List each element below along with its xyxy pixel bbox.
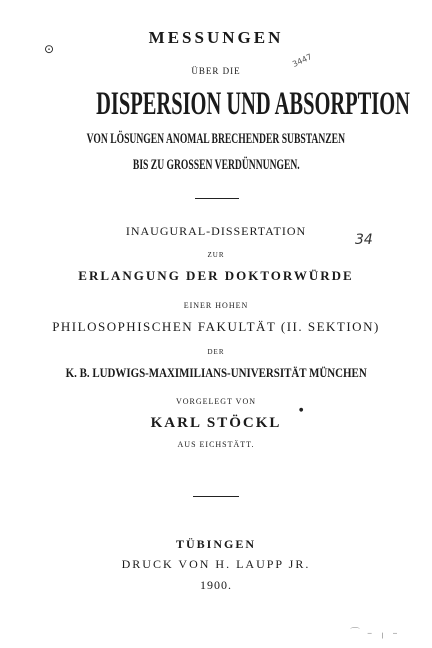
pencil-dot: ● xyxy=(299,407,304,413)
imprint-year: 1900. xyxy=(200,578,232,592)
zur-line: ZUR xyxy=(207,251,225,259)
author-name: KARL STÖCKL xyxy=(150,415,282,431)
handwritten-shelf-number: 3447 xyxy=(291,52,314,69)
divider-rule-bottom xyxy=(193,496,239,497)
imprint-city: TÜBINGEN xyxy=(175,537,256,551)
subtitle-line-1: VON LÖSUNGEN ANOMAL BRECHENDER SUBSTANZEN xyxy=(86,131,346,147)
title-line-messungen: MESSUNGEN xyxy=(148,28,284,47)
subtitle-line-2: BIS ZU GROSSEN VERDÜNNUNGEN. xyxy=(132,157,300,173)
main-title: DISPERSION UND ABSORPTION xyxy=(96,86,410,122)
university-line: K. B. LUDWIGS-MAXIMILIANS-UNIVERSITÄT MÜNCHEN xyxy=(65,365,367,380)
title-line-ueber-die: ÜBER DIE xyxy=(191,66,241,76)
der-line: DER xyxy=(207,348,225,356)
einer-hohen-line: EINER HOHEN xyxy=(183,301,249,310)
author-origin: AUS EICHSTÄTT. xyxy=(177,440,255,449)
erlangung-line: ERLANGUNG DER DOKTORWÜRDE xyxy=(78,268,354,283)
vorgelegt-von-line: VORGELEGT VON xyxy=(175,397,257,406)
divider-rule-top xyxy=(195,198,239,199)
handwritten-side-number: 34 xyxy=(355,232,373,248)
fakultaet-line: PHILOSOPHISCHEN FAKULTÄT (II. SEKTION) xyxy=(52,319,380,334)
dissertation-line: INAUGURAL-DISSERTATION xyxy=(125,224,307,238)
imprint-printer: DRUCK VON H. LAUPP JR. xyxy=(121,557,311,571)
library-stamp-mark: ⊙ xyxy=(44,42,55,56)
pencil-marks-bottom: ⌒ – ╷ – xyxy=(350,628,400,639)
